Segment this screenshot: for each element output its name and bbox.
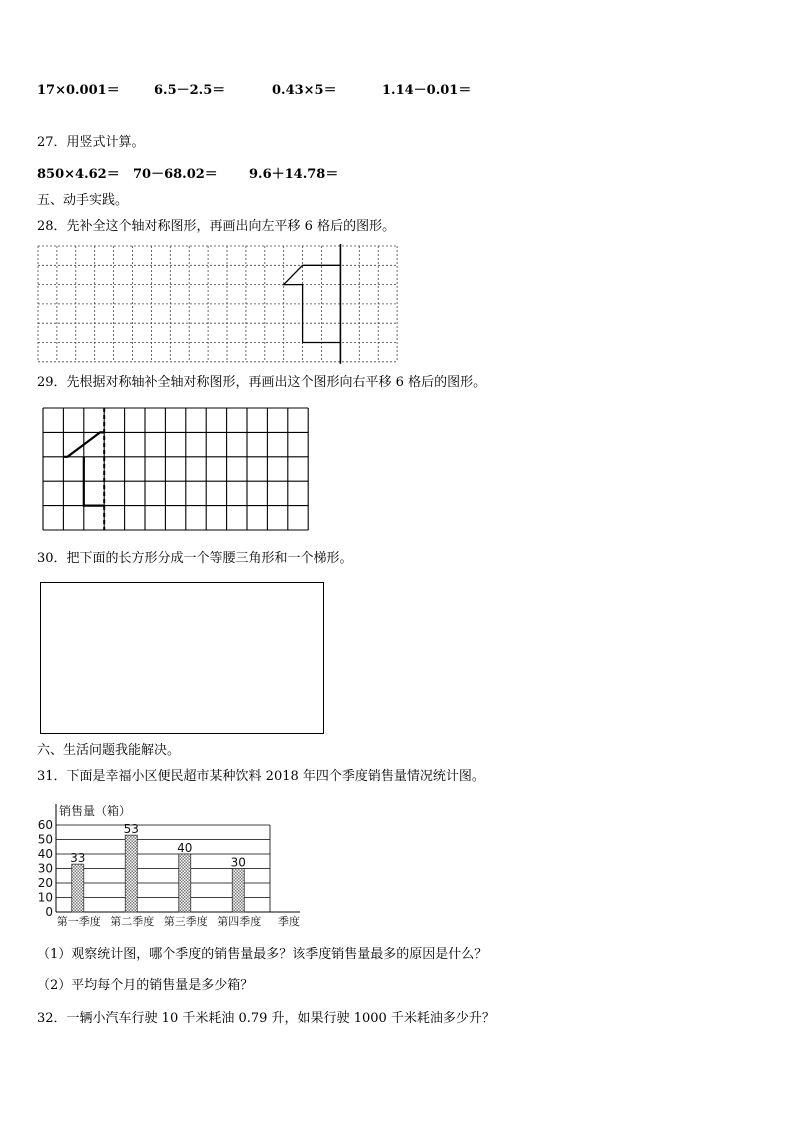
bar (232, 869, 244, 913)
q27-title: 27．用竖式计算。 (37, 135, 145, 150)
q31-sub-question-1: （1）观察统计图，哪个季度的销售量最多？该季度销售量最多的原因是什么？ (37, 947, 488, 962)
data-label: 33 (70, 851, 86, 866)
category-label: 第三季度 (163, 915, 208, 928)
x-axis-title: 季度 (278, 915, 300, 928)
calc-item-2: 6.5－2.5＝ (154, 83, 226, 98)
y-tick-label: 50 (37, 832, 53, 847)
data-label: 30 (230, 855, 246, 870)
q31-sub-question-2: （2）平均每个月的销售量是多少箱？ (37, 978, 254, 993)
category-label: 第四季度 (217, 915, 262, 928)
bar (179, 854, 191, 912)
q32-title: 32．一辆小汽车行驶 10 千米耗油 0.79 升，如果行驶 1000 千米耗油多少升？ (37, 1011, 495, 1026)
q28-title: 28．先补全这个轴对称图形，再画出向左平移 6 格后的图形。 (37, 219, 396, 234)
category-label: 第一季度 (56, 915, 101, 928)
y-tick-label: 40 (37, 847, 53, 861)
y-tick-label: 30 (37, 861, 53, 876)
section-6-heading: 六、生活问题我能解决。 (37, 743, 181, 758)
q30-rectangle (40, 582, 324, 734)
y-tick-label: 60 (37, 818, 53, 832)
y-tick-label: 20 (37, 876, 53, 890)
calc-item-4: 1.14－0.01＝ (382, 83, 472, 98)
y-axis-title: 销售量（箱） (59, 804, 132, 818)
calc-item-3: 0.43×5＝ (272, 83, 337, 98)
bar (72, 864, 84, 912)
q27-item-1: 850×4.62＝ (37, 167, 120, 182)
q31-bar-chart (34, 800, 324, 932)
category-label: 第二季度 (110, 915, 155, 928)
data-label: 40 (177, 841, 193, 855)
y-tick-label: 0 (45, 905, 53, 919)
data-label: 53 (123, 822, 139, 837)
q27-item-2: 70－68.02＝ (133, 167, 218, 182)
q29-title: 29．先根据对称轴补全轴对称图形，再画出这个图形向右平移 6 格后的图形。 (37, 375, 487, 390)
q30-title: 30．把下面的长方形分成一个等腰三角形和一个梯形。 (37, 551, 353, 566)
q29-grid-figure (43, 408, 311, 536)
y-tick-label: 10 (37, 890, 53, 905)
bar (125, 835, 137, 912)
q28-grid-figure (38, 246, 398, 364)
q31-title: 31．下面是幸福小区便民超市某种饮料 2018 年四个季度销售量情况统计图。 (37, 769, 485, 784)
section-5-heading: 五、动手实践。 (37, 193, 129, 208)
q27-item-3: 9.6＋14.78＝ (249, 167, 339, 182)
calc-item-1: 17×0.001＝ (37, 83, 120, 98)
